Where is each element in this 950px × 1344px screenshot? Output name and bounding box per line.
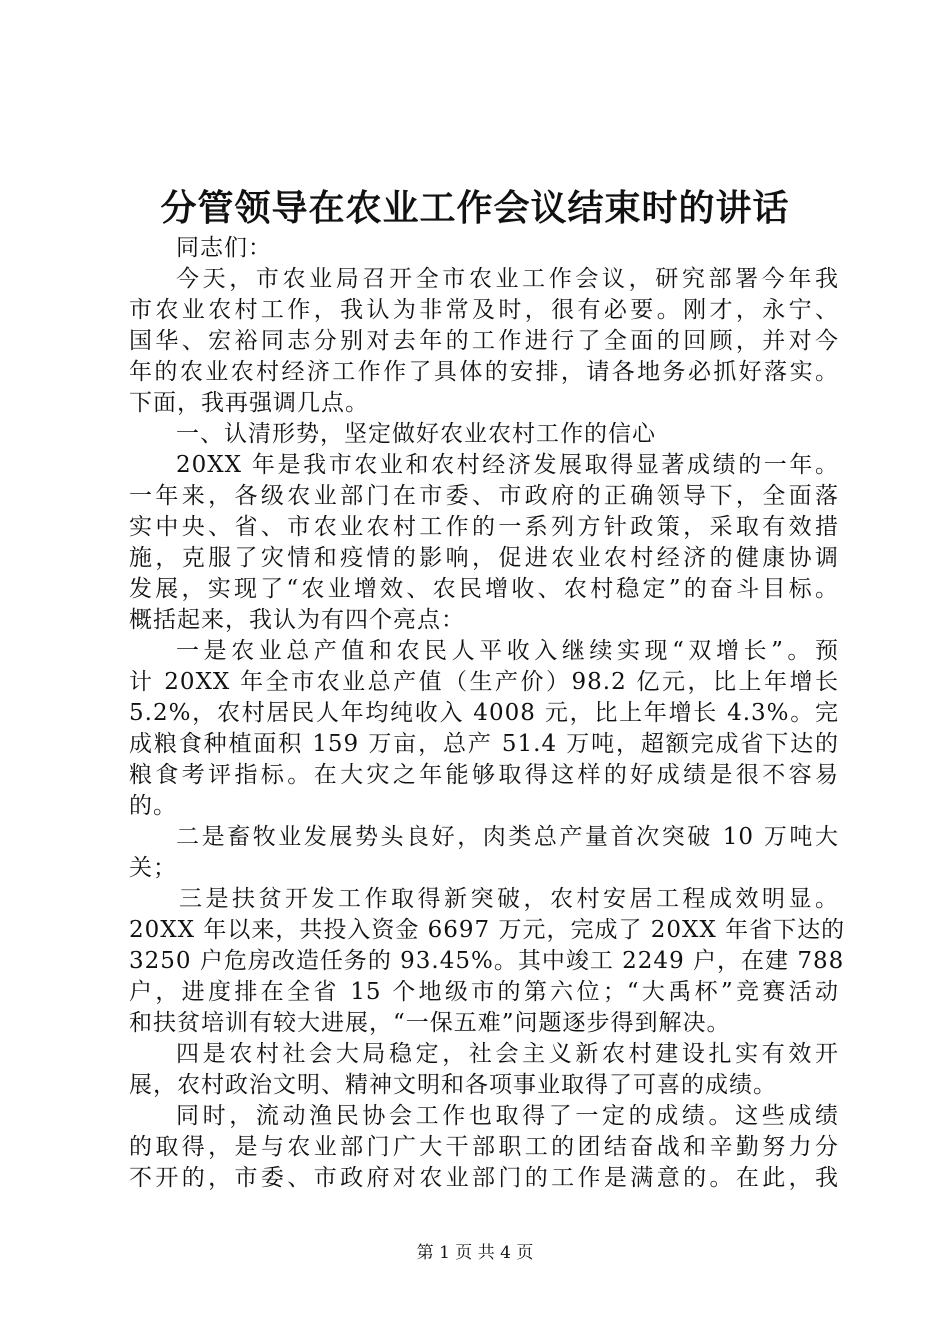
paragraph-line: 概括起来，我认为有四个亮点： xyxy=(129,607,465,633)
salutation-line: 同志们： xyxy=(176,235,272,261)
paragraph-line: 施，克服了灾情和疫情的影响，促进农业农村经济的健康协调 xyxy=(129,545,839,571)
paragraph-line: 国华、宏裕同志分别对去年的工作进行了全面的回顾，并对今 xyxy=(129,328,839,354)
paragraph-line: 的。 xyxy=(129,793,177,819)
paragraph-line: 二是畜牧业发展势头良好，肉类总产量首次突破 10 万吨大 xyxy=(176,824,839,850)
paragraph-line: 关； xyxy=(129,855,177,881)
page-number-footer: 第 1 页 共 4 页 xyxy=(416,1243,534,1263)
paragraph-line: 3250 户危房改造任务的 93.45%。其中竣工 2249 户，在建 788 xyxy=(129,948,845,974)
paragraph-line: 20XX 年以来，共投入资金 6697 万元，完成了 20XX 年省下达的 xyxy=(129,917,846,943)
paragraph-line: 展，农村政治文明、精神文明和各项事业取得了可喜的成绩。 xyxy=(129,1072,777,1098)
paragraph-line: 市农业农村工作，我认为非常及时，很有必要。刚才，永宁、 xyxy=(129,297,839,323)
paragraph-line: 粮食考评指标。在大灾之年能够取得这样的好成绩是很不容易 xyxy=(129,762,839,788)
paragraph-line: 下面，我再强调几点。 xyxy=(129,390,369,416)
paragraph-line: 同时，流动渔民协会工作也取得了一定的成绩。这些成绩 xyxy=(176,1103,839,1129)
paragraph-line: 5.2%，农村居民人年均纯收入 4008 元，比上年增长 4.3%。完 xyxy=(129,700,839,726)
paragraph-line: 成粮食种植面积 159 万亩，总产 51.4 万吨，超额完成省下达的 xyxy=(129,731,839,757)
paragraph-line: 一是农业总产值和农民人平收入继续实现“双增长”。预 xyxy=(176,638,839,664)
paragraph-line: 今天，市农业局召开全市农业工作会议，研究部署今年我 xyxy=(176,266,839,292)
paragraph-line: 四是农村社会大局稳定，社会主义新农村建设扎实有效开 xyxy=(176,1041,839,1067)
document-title: 分管领导在农业工作会议结束时的讲话 xyxy=(160,187,790,229)
section-heading: 一、认清形势，坚定做好农业农村工作的信心 xyxy=(176,421,656,447)
paragraph-line: 计 20XX 年全市农业总产值（生产价）98.2 亿元，比上年增长 xyxy=(129,669,839,695)
paragraph-line: 的取得，是与农业部门广大干部职工的团结奋战和辛勤努力分 xyxy=(129,1134,839,1160)
paragraph-line: 户，进度排在全省 15 个地级市的第六位；“大禹杯”竞赛活动 xyxy=(129,979,839,1005)
paragraph-line: 不开的，市委、市政府对农业部门的工作是满意的。在此，我 xyxy=(129,1165,839,1191)
paragraph-line: 一年来，各级农业部门在市委、市政府的正确领导下，全面落 xyxy=(129,483,839,509)
paragraph-line: 和扶贫培训有较大进展，“一保五难”问题逐步得到解决。 xyxy=(129,1010,731,1036)
paragraph-line: 三是扶贫开发工作取得新突破，农村安居工程成效明显。 xyxy=(179,886,839,912)
paragraph-line: 20XX 年是我市农业和农村经济发展取得显著成绩的一年。 xyxy=(176,452,839,478)
document-body xyxy=(129,233,846,1194)
paragraph-line: 实中央、省、市农业农村工作的一系列方针政策，采取有效措 xyxy=(129,514,839,540)
paragraph-line: 发展，实现了“农业增效、农民增收、农村稳定”的奋斗目标。 xyxy=(129,576,839,602)
paragraph-line: 年的农业农村经济工作作了具体的安排，请各地务必抓好落实。 xyxy=(129,359,839,385)
